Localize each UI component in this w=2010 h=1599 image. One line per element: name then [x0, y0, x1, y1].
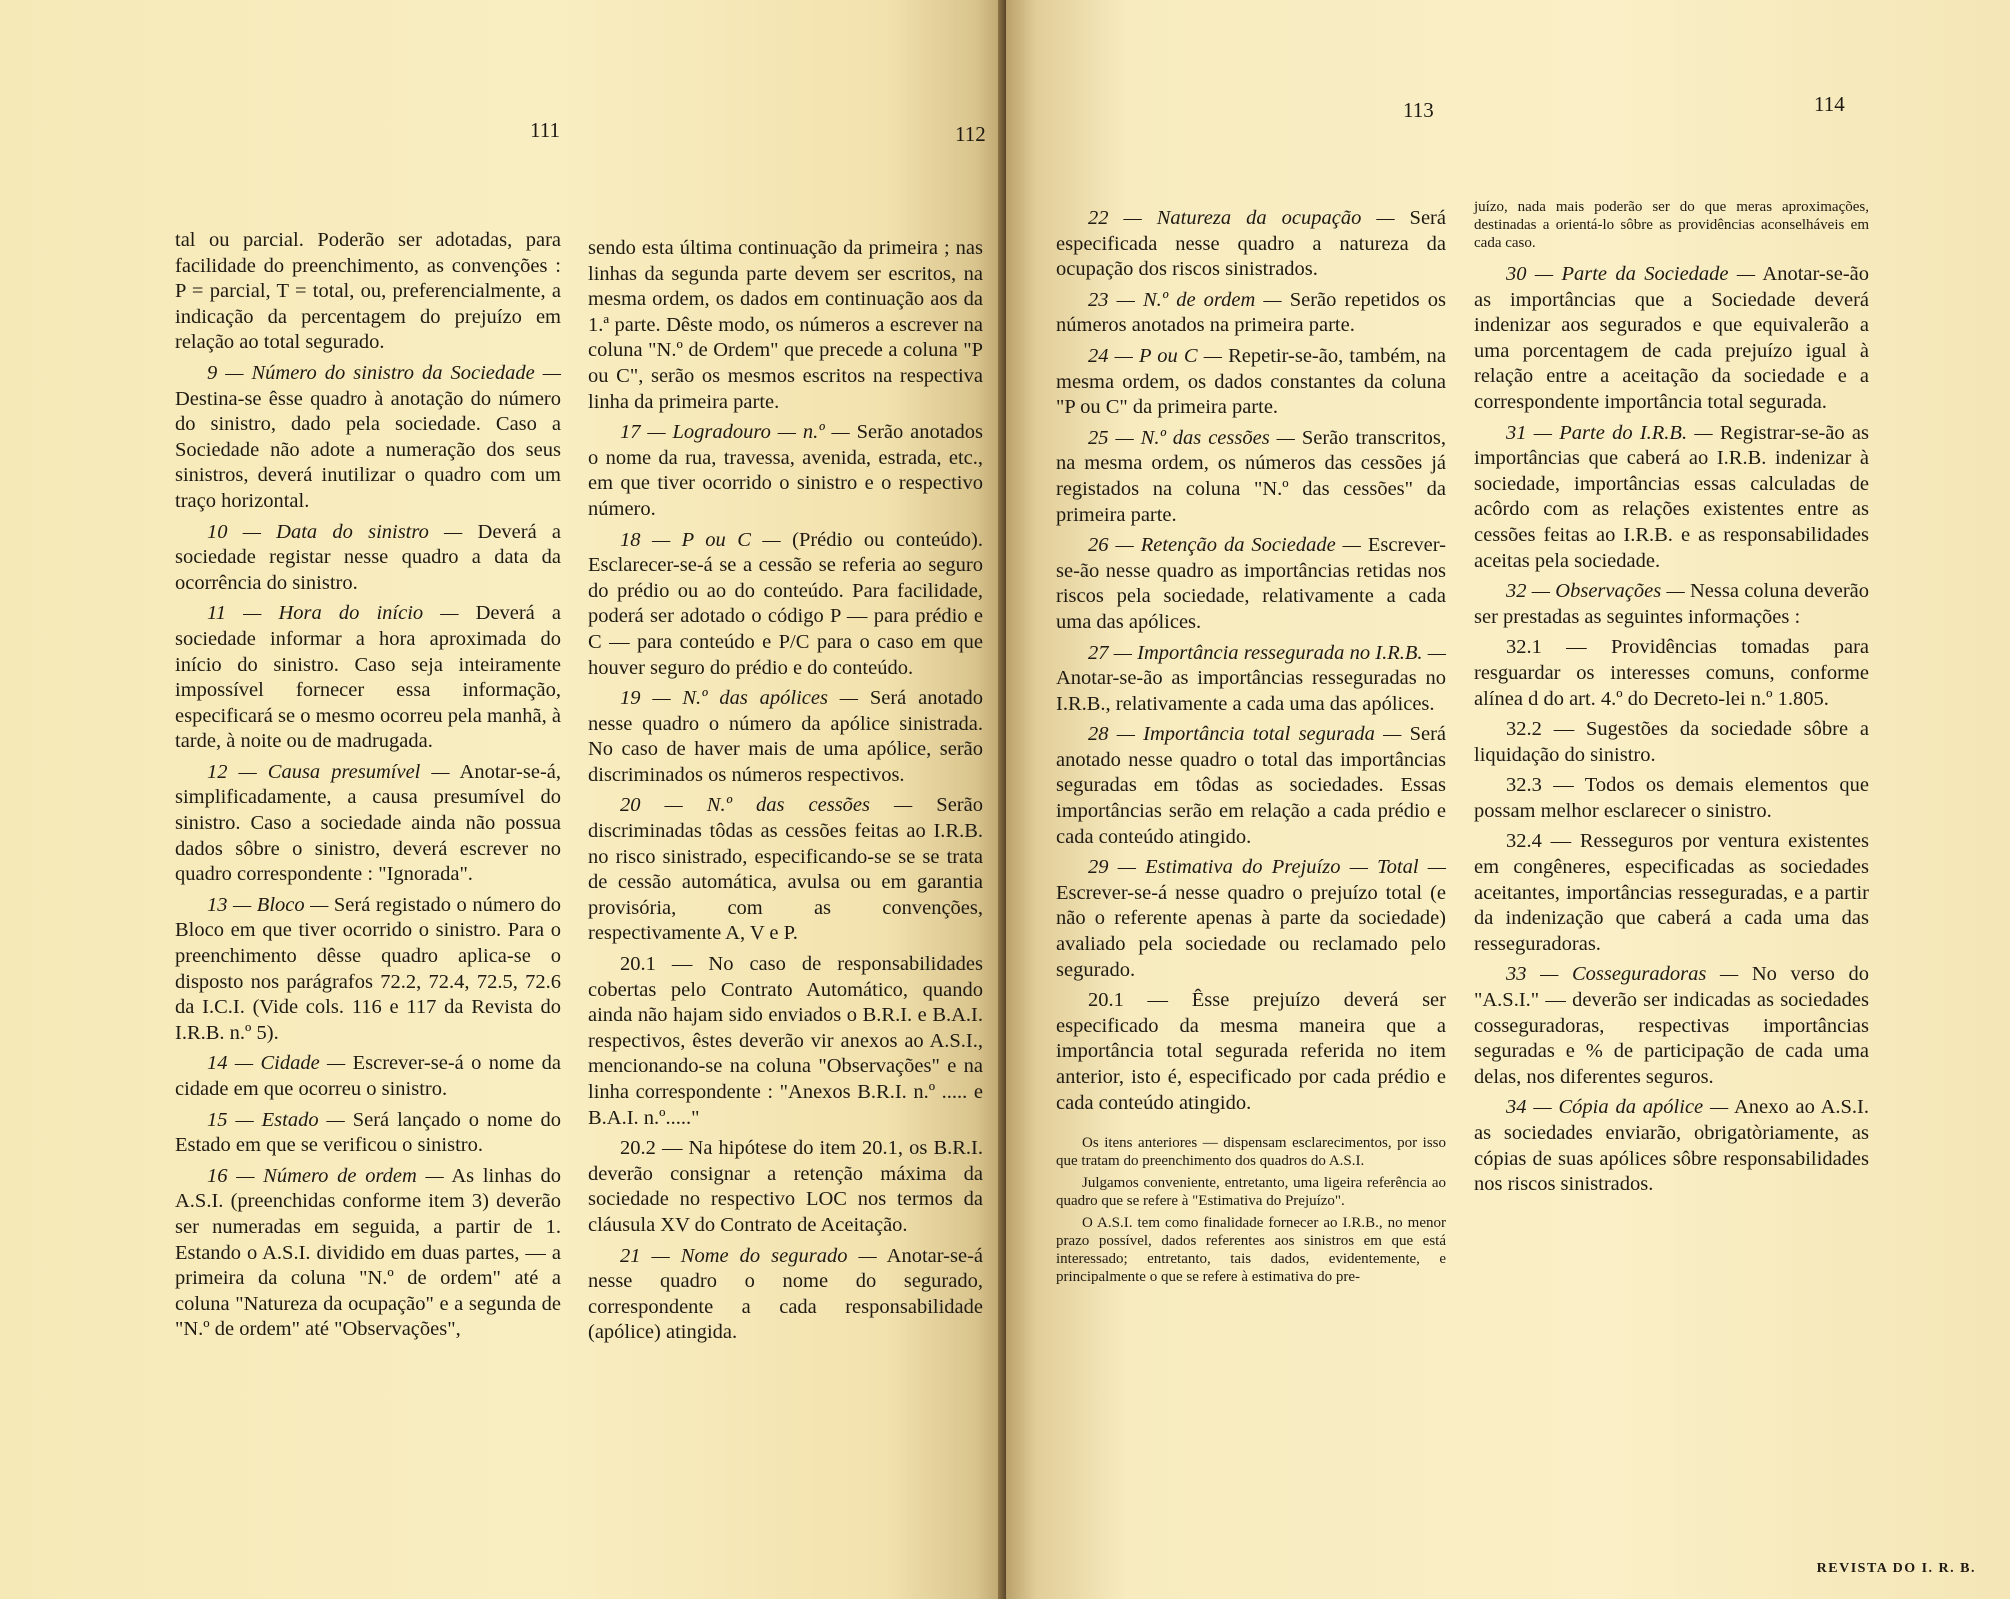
item-heading: 20 — N.º das cessões —	[620, 794, 913, 817]
item-heading: 31 — Parte do I.R.B. —	[1506, 421, 1713, 444]
paragraph-text: 32.1 — Providências tomadas para resguardar os interesses comuns, conforme alínea d do art. 4.º do Decreto-lei n.º 1.805.	[1474, 636, 1869, 710]
paragraph	[175, 893, 561, 1047]
paragraph-text: Serão discriminadas tôdas as cessões feitas ao I.R.B. no risco sinistrado, especificando-se se se trata de cessão automática, avulsa ou em garantia provisória, com as convenções, respectivamente A, V e P.	[588, 794, 983, 945]
paragraph	[175, 1051, 561, 1102]
paragraph	[175, 1164, 561, 1343]
paragraph-text: Será anotado nesse quadro o número da apólice sinistrada. No caso de haver mais de uma apólice, serão discriminados os números respectivos.	[588, 687, 983, 786]
paragraph	[588, 952, 983, 1131]
paragraph	[588, 236, 983, 415]
item-heading: 10 — Data do sinistro —	[207, 520, 463, 543]
journal-footer: REVISTA DO I. R. B.	[1816, 1561, 1976, 1576]
paragraph-text: Repetir-se-ão, também, na mesma ordem, os dados constantes da coluna "P ou C" da primeira parte.	[1056, 344, 1447, 419]
paragraph-text: Escrever-se-á o nome da cidade em que ocorreu o sinistro.	[175, 1052, 561, 1100]
column-114-body	[1474, 262, 1869, 1198]
paragraph-text: Destina-se êsse quadro à anotação do número do sinistro, dado pela sociedade. Caso a Sociedade não adote a numeração dos seus sinistros, deverá inutilizar o quadro com um traço horizontal.	[175, 387, 561, 512]
paragraph-text: Deverá a sociedade registar nesse quadro a data da ocorrência do sinistro.	[175, 520, 562, 594]
paragraph	[1056, 288, 1446, 339]
paragraph-text: Será anotado nesse quadro o total das importâncias seguradas em tôdas as sociedades. Essas importâncias serão em relação a cada prédio e cada conteúdo atingido.	[1056, 723, 1446, 848]
paragraph	[175, 520, 561, 597]
paragraph-text: 20.2 — Na hipótese do item 20.1, os B.R.I. deverão consignar a retenção máxima da sociedade no respectivo LOC nos termos da cláusula XV do Contrato de Aceitação.	[588, 1137, 983, 1236]
note-paragraph: Julgamos conveniente, entretanto, uma ligeira referência ao quadro que se refere à "Estimativa do Prejuízo".	[1056, 1175, 1446, 1210]
paragraph-text: (Prédio ou conteúdo). Esclarecer-se-á se a cessão se referia ao seguro do prédio ou ao do conteúdo. Para facilidade, poderá ser adotado o código P — para prédio e C — para conteúdo e P/C para o caso em que houver seguro do prédio e do conteúdo.	[588, 528, 983, 679]
item-heading: 14 — Cidade —	[207, 1052, 346, 1075]
item-heading: 22 — Natureza da ocupação —	[1088, 207, 1395, 229]
page-number-111: 111	[530, 118, 560, 142]
column-114	[1474, 198, 1869, 1203]
column-113	[1056, 206, 1446, 1290]
paragraph	[588, 1136, 983, 1238]
column-112	[588, 236, 983, 1351]
paragraph-text: Registrar-se-ão as importâncias que caberá ao I.R.B. indenizar à sociedade, importâncias essas calculadas de acôrdo com as relações existentes entre as cessões feitas ao I.R.B. e as responsabilidades aceitas pela sociedade.	[1474, 421, 1869, 572]
paragraph	[1474, 773, 1869, 824]
paragraph	[1056, 855, 1446, 983]
paragraph	[1056, 641, 1446, 718]
item-heading: 13 — Bloco —	[207, 893, 329, 916]
note-paragraph: Os itens anteriores — dispensam esclarecimentos, por isso que tratam do preenchimento dos quadros do A.S.I.	[1056, 1135, 1446, 1170]
paragraph	[175, 601, 561, 755]
paragraph-text: Anotar-se-ão as importâncias que a Sociedade deverá indenizar aos segurados e que equivalerão a uma porcentagem de cada prejuízo igual à relação entre a aceitação da sociedade e a correspondente importância total segurada.	[1474, 263, 1869, 413]
item-heading: 29 — Estimativa do Prejuízo — Total —	[1088, 856, 1446, 879]
paragraph-text: Anotar-se-á, simplificadamente, a causa presumível do sinistro. Caso a sociedade ainda não possua dados sôbre o sinistro, deverá escrever no quadro correspondente : "Ignorada".	[175, 760, 562, 886]
item-heading: 23 — N.º de ordem —	[1088, 288, 1282, 311]
paragraph	[1474, 717, 1869, 768]
item-heading: 16 — Número de ordem —	[207, 1164, 444, 1187]
item-heading: 34 — Cópia da apólice —	[1506, 1096, 1729, 1119]
item-heading: 32 — Observações —	[1506, 580, 1685, 603]
paragraph	[588, 1244, 983, 1346]
item-heading: 26 — Retenção da Sociedade —	[1088, 534, 1361, 557]
paragraph	[1474, 635, 1869, 712]
paragraph-text: Será especificada nesse quadro a natureza da ocupação dos riscos sinistrados.	[1056, 207, 1446, 281]
column-113-note	[1056, 1134, 1446, 1286]
item-heading: 11 — Hora do início —	[207, 602, 459, 625]
paragraph-text: Será registado o número do Bloco em que tiver ocorrido o sinistro. Para o preenchimento dêsse quadro aplica-se o disposto nos parágrafos 72.2, 72.4, 72.5, 72.6 da I.C.I. (Vide cols. 116 e 117 da Revista do I.R.B. n.º 5).	[175, 893, 561, 1044]
paragraph	[588, 793, 983, 947]
paragraph	[588, 686, 983, 788]
paragraph-text: No verso do "A.S.I." — deverão ser indicadas as sociedades cosseguradoras, respectivas importâncias seguradas e % de participação de cada uma delas, nos diferentes seguros.	[1474, 963, 1869, 1088]
paragraph	[1056, 206, 1446, 283]
note-paragraph: juízo, nada mais poderão ser do que meras aproximações, destinadas a orientá-lo sôbre as providências aconselháveis em cada caso.	[1474, 199, 1869, 251]
paragraph-text: Serão transcritos, na mesma ordem, os números das cessões já registados na coluna "N.º das cessões" da primeira parte.	[1056, 426, 1446, 526]
paragraph-text: Escrever-se-ão nesse quadro as importâncias retidas nos riscos pela sociedade, relativamente a cada uma das apólices.	[1056, 534, 1446, 633]
paragraph	[1056, 988, 1446, 1116]
paragraph-text: Serão repetidos os números anotados na primeira parte.	[1056, 288, 1446, 337]
item-heading: 30 — Parte da Sociedade —	[1506, 263, 1756, 285]
paragraph	[1474, 829, 1869, 957]
item-heading: 12 — Causa presumível —	[207, 760, 450, 783]
paragraph	[1474, 1095, 1869, 1197]
paragraph	[175, 228, 561, 356]
page-number-113: 113	[1403, 98, 1434, 122]
paragraph-text: Serão anotados o nome da rua, travessa, avenida, estrada, etc., em que tiver ocorrido o sinistro e o respectivo número.	[588, 421, 984, 520]
item-heading: 17 — Logradouro — n.º —	[620, 421, 850, 444]
page-number-114: 114	[1814, 92, 1845, 116]
paragraph	[1474, 262, 1869, 416]
item-heading: 9 — Número do sinistro da Sociedade —	[207, 361, 561, 384]
column-114-note	[1474, 198, 1869, 252]
paragraph-text: 32.2 — Sugestões da sociedade sôbre a liquidação do sinistro.	[1474, 718, 1869, 766]
paragraph-text: Anotar-se-ão as importâncias resseguradas no I.R.B., relativamente a cada uma das apólices.	[1056, 667, 1446, 715]
paragraph	[175, 1108, 561, 1159]
paragraph	[1056, 722, 1446, 850]
item-heading: 18 — P ou C —	[620, 528, 781, 551]
paragraph	[1056, 533, 1446, 635]
item-heading: 15 — Estado —	[207, 1108, 345, 1131]
paragraph-text: tal ou parcial. Poderão ser adotadas, para facilidade do preenchimento, as convenções : P = parcial, T = total, ou, preferencialmente, a indicação da percentagem do prejuízo em relação ao total segurado.	[175, 229, 561, 354]
paragraph-text: 32.4 — Resseguros por ventura existentes em congêneres, especificadas as sociedades aceitantes, importâncias resseguradas, e a partir da indenização que caberá a cada uma das resseguradoras.	[1474, 830, 1869, 955]
paragraph-text: 20.1 — Êsse prejuízo deverá ser especificado da mesma maneira que a importância total segurada referida no item anterior, isto é, especificado por cada prédio e cada conteúdo atingido.	[1056, 989, 1446, 1114]
paragraph	[588, 528, 983, 682]
paragraph-text: 20.1 — No caso de responsabilidades cobertas pelo Contrato Automático, quando ainda não hajam sido enviados o B.R.I. e B.A.I. respectivos, êstes deverão vir anexos ao A.S.I., mencionando-se na coluna "Observações" e na linha correspondente : "Anexos B.R.I. n.º ..... e B.A.I. n.º....."	[588, 953, 983, 1129]
paragraph-text: Escrever-se-á nesse quadro o prejuízo total (e não o referente apenas à parte da sociedade) avaliado pela sociedade ou reclamado pelo segurado.	[1056, 881, 1446, 981]
paragraph	[175, 760, 561, 888]
column-113-body	[1056, 206, 1446, 1116]
item-heading: 33 — Cosseguradoras —	[1506, 963, 1739, 986]
item-heading: 25 — N.º das cessões —	[1088, 426, 1295, 449]
page-number-112: 112	[955, 122, 986, 146]
paragraph-text: Anexo ao A.S.I. as sociedades enviarão, obrigatòriamente, as cópias de suas apólices sôbre responsabilidades nos riscos sinistrados.	[1474, 1096, 1869, 1196]
paragraph-text: Anotar-se-á nesse quadro o nome do segurado, correspondente a cada responsabilidade (apólice) atingida.	[588, 1244, 983, 1344]
paragraph-text: Será lançado o nome do Estado em que se verificou o sinistro.	[175, 1108, 561, 1157]
paragraph-text: Deverá a sociedade informar a hora aproximada do início do sinistro. Caso seja inteiramente impossível fornecer essa informação, especificará se o mesmo ocorreu pela manhã, à tarde, à noite ou de madrugada.	[175, 602, 561, 753]
item-heading: 27 — Importância ressegurada no I.R.B. —	[1088, 641, 1446, 664]
paragraph	[175, 361, 561, 515]
paragraph-text: Nessa coluna deverão ser prestadas as seguintes informações :	[1474, 580, 1869, 628]
item-heading: 21 — Nome do segurado —	[620, 1244, 877, 1267]
paragraph	[1056, 344, 1446, 421]
paragraph-text: sendo esta última continuação da primeira ; nas linhas da segunda parte devem ser escritos, na mesma ordem, os dados em continuação aos da 1.ª parte. Dêste modo, os números a escrever na coluna "N.º de Ordem" que precede a coluna "P ou C", serão os mesmos escritos na respectiva linha da primeira parte.	[588, 237, 983, 413]
item-heading: 28 — Importância total segurada —	[1088, 723, 1402, 746]
paragraph-text: 32.3 — Todos os demais elementos que possam melhor esclarecer o sinistro.	[1474, 774, 1869, 822]
note-paragraph: O A.S.I. tem como finalidade fornecer ao I.R.B., no menor prazo possível, dados referentes aos sinistros em que está interessado; entretanto, tais dados, evidentemente, e principalmente o que se refere à estimativa do pre-	[1056, 1215, 1446, 1286]
item-heading: 19 — N.º das apólices —	[620, 687, 859, 710]
paragraph	[588, 420, 983, 522]
paragraph	[1474, 962, 1869, 1090]
paragraph	[1474, 579, 1869, 630]
column-111	[175, 228, 561, 1348]
right-page	[1006, 0, 2010, 1599]
item-heading: 24 — P ou C —	[1088, 344, 1222, 367]
paragraph	[1474, 421, 1869, 575]
paragraph-text: As linhas do A.S.I. (preenchidas conforme item 3) deverão ser numeradas em seguida, a partir de 1. Estando o A.S.I. dividido em duas partes, — a primeira da coluna "N.º de ordem" até a coluna "Natureza da ocupação" e a segunda de "N.º de ordem" até "Observações",	[175, 1164, 562, 1341]
paragraph	[1056, 426, 1446, 528]
